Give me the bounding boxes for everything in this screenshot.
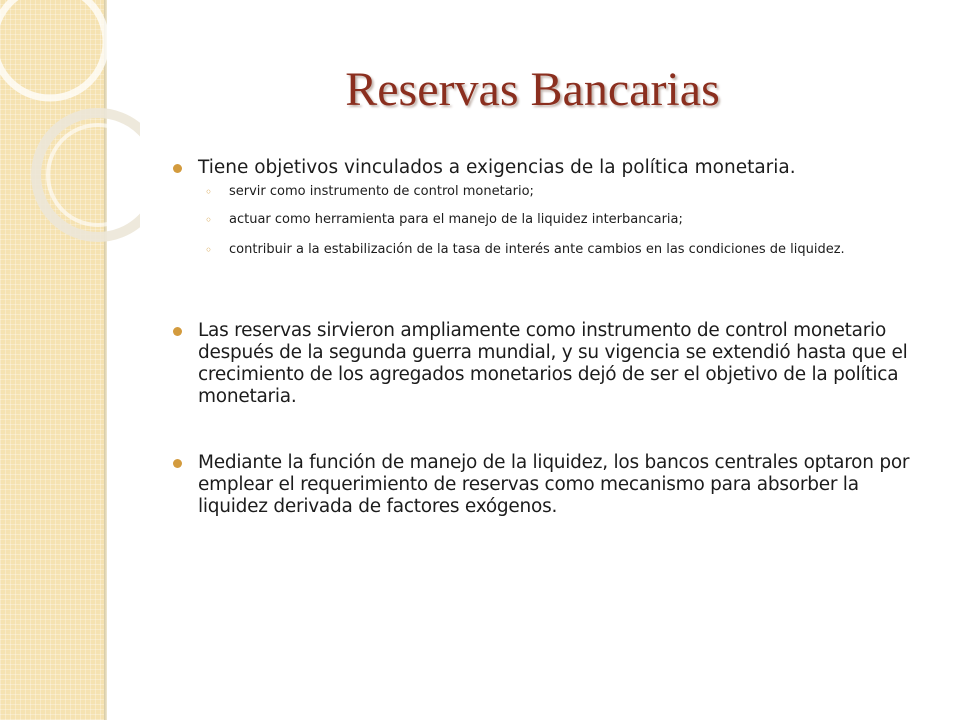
sub-bullet-item: [205, 183, 929, 201]
bullet-item: [198, 157, 928, 179]
sub-bullet-icon: ◦: [205, 213, 213, 227]
sub-bullet-text: servir como instrumento de control monetario;: [229, 184, 534, 199]
bullet-text: Tiene objetivos vinculados a exigencias de la política monetaria.: [198, 157, 796, 178]
sub-bullet-icon: ◦: [205, 185, 213, 199]
bullet-item: [198, 320, 928, 408]
bullet-icon: [173, 327, 182, 336]
sub-bullet-text: actuar como herramienta para el manejo de la liquidez interbancaria;: [229, 212, 683, 227]
slide-title: Reservas Bancarias: [345, 63, 720, 116]
bullet-icon: [173, 459, 182, 468]
bullet-text: Mediante la función de manejo de la liquidez, los bancos centrales optaron por emplear el requerimiento de reservas como mecanismo para absorber la liquidez derivada de factores exógenos.: [198, 452, 910, 517]
bullet-text: Las reservas sirvieron ampliamente como instrumento de control monetario después de la segunda guerra mundial, y su vigencia se extendió hasta que el crecimiento de los agregados monetarios dejó de ser el objetivo de la política monetaria.: [198, 320, 908, 407]
sub-bullet-item: [205, 241, 899, 259]
sub-bullet-text: contribuir a la estabilización de la tasa de interés ante cambios en las condiciones de liquidez.: [229, 242, 845, 257]
bullet-icon: [173, 164, 182, 173]
sub-bullet-icon: ◦: [205, 243, 213, 257]
sub-bullet-item: [205, 211, 929, 229]
decorative-circles: [0, 0, 140, 300]
bullet-item: [198, 452, 934, 518]
